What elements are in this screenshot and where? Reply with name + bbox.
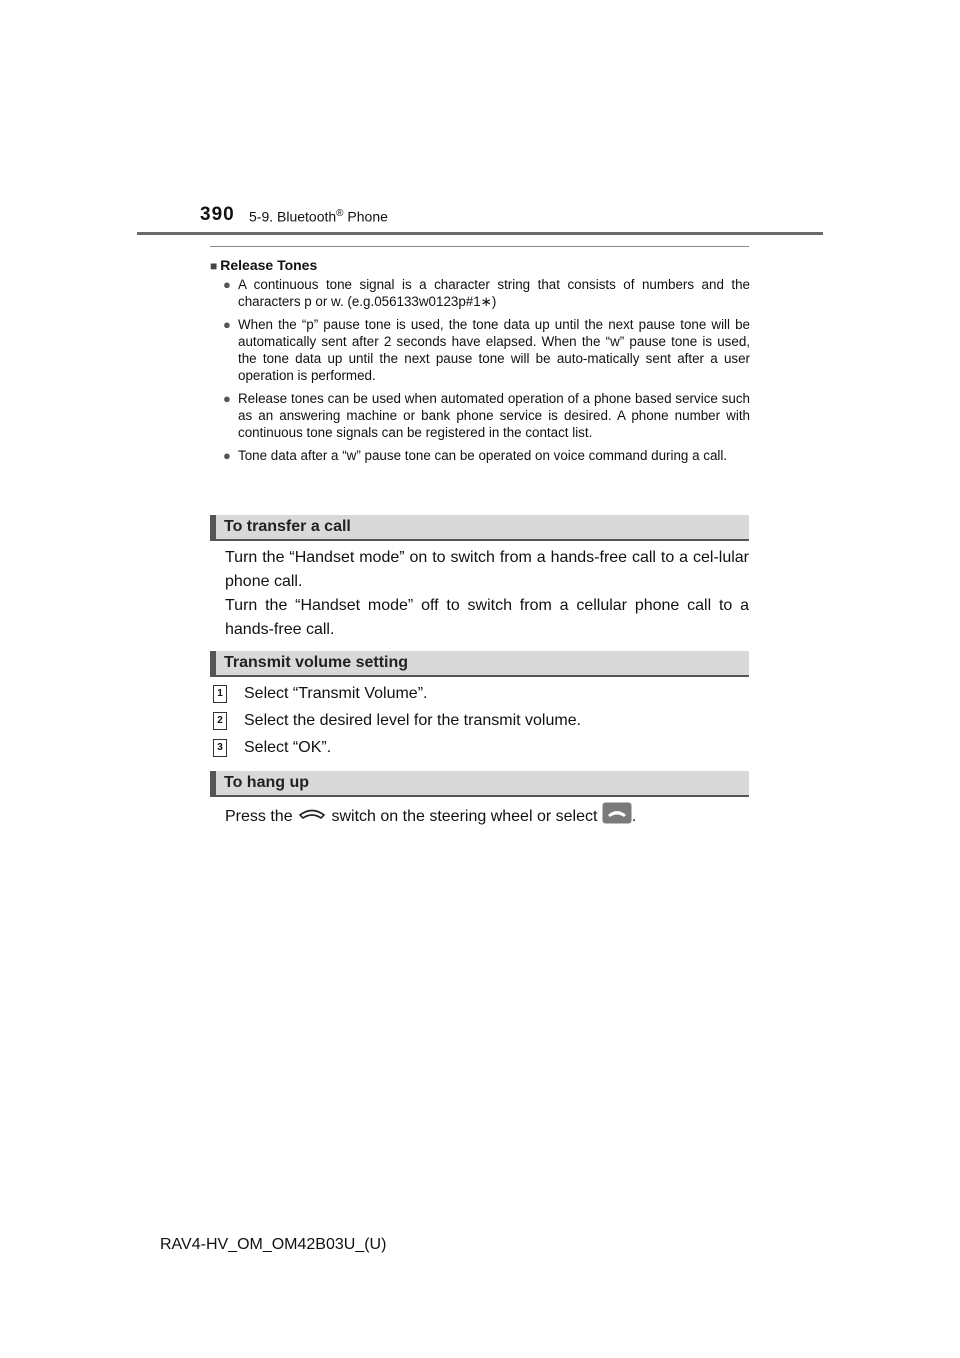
list-item-text: Tone data after a “w” pause tone can be operated on voice command during a call. [238, 448, 728, 463]
step-text: Select “OK”. [244, 739, 332, 756]
transfer-call-heading-bar [210, 515, 749, 541]
section-name: 5-9. Bluetooth [249, 208, 337, 225]
section-tail: Phone [343, 208, 388, 225]
list-item [223, 276, 750, 310]
subsection-rule [210, 246, 749, 247]
bullet-icon: ● [223, 448, 231, 463]
hang-up-text-middle: switch on the steering wheel or select [331, 808, 598, 826]
list-item-text: When the “p” pause tone is used, the tone data up until the next pause tone will be automatically sent after 2 seconds have elapsed. When the “w” pause tone is used, the tone data up until the next pause tone will be auto-matically sent after a user operation is performed. [238, 317, 750, 383]
hang-up-heading: To hang up [224, 774, 310, 791]
bullet-icon: ● [223, 277, 231, 292]
transmit-volume-heading-bar [210, 651, 749, 677]
transfer-call-heading: To transfer a call [224, 518, 351, 535]
step-text: Select “Transmit Volume”. [244, 685, 428, 702]
registered-mark: ® [336, 208, 344, 219]
release-tones-heading [210, 257, 317, 273]
release-tones-title: Release Tones [220, 257, 318, 273]
list-item-text: A continuous tone signal is a character string that consists of numbers and the characters p or w. (e.g.056133w0123p#1∗) [238, 277, 750, 309]
step-number: 1 [213, 685, 227, 703]
hang-up-switch-icon [297, 805, 327, 829]
page-number: 390 [200, 204, 235, 225]
hang-up-text-end: . [631, 808, 637, 826]
transfer-para-2: Turn the “Handset mode” off to switch from a cellular phone call to a hands-free call. [225, 597, 749, 638]
header-rule [137, 232, 823, 235]
step-item [213, 738, 331, 758]
step-number: 3 [213, 739, 227, 757]
document-code: RAV4-HV_OM_OM42B03U_(U) [160, 1236, 387, 1253]
end-call-button-icon [602, 802, 632, 832]
bullet-icon: ● [223, 391, 231, 406]
step-text: Select the desired level for the transmit volume. [244, 712, 582, 729]
hang-up-heading-bar [210, 771, 749, 797]
transfer-para-1: Turn the “Handset mode” on to switch from a hands-free call to a cel-lular phone call. [225, 549, 749, 590]
step-number: 2 [213, 712, 227, 730]
step-item [213, 684, 427, 704]
square-marker-icon: ■ [210, 259, 218, 273]
bullet-icon: ● [223, 317, 231, 332]
list-item [223, 447, 750, 464]
hang-up-instruction [225, 802, 749, 832]
list-item [223, 316, 750, 384]
step-item [213, 711, 581, 731]
transmit-volume-heading: Transmit volume setting [224, 654, 409, 671]
section-title [249, 208, 388, 225]
list-item [223, 390, 750, 441]
release-tones-list [223, 276, 750, 470]
list-item-text: Release tones can be used when automated operation of a phone based service such as an answering machine or bank phone service is desired. A phone number with continuous tone signals can be registered in the contact list. [238, 391, 750, 440]
hang-up-text-before: Press the [225, 808, 293, 826]
